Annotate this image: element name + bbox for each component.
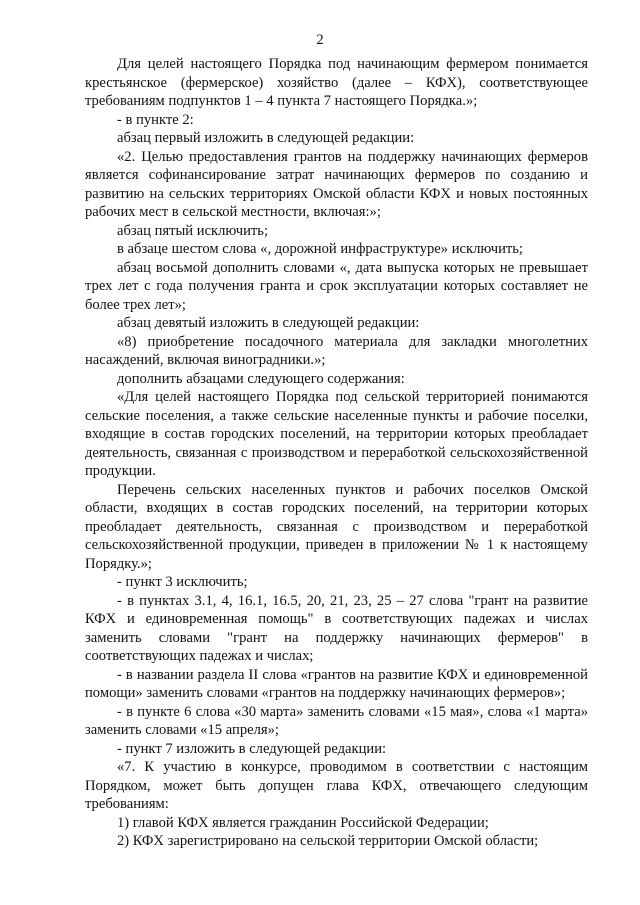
paragraph: абзац первый изложить в следующей редакции: — [117, 130, 415, 146]
paragraph: абзац пятый исключить; — [117, 222, 269, 239]
paragraph: - пункт 3 исключить; — [117, 574, 248, 590]
paragraph: «Для целей настоящего Порядка под сельской территорией понимаются сельские поселения, а также сельские населенные пункты и рабочие поселки, входящие в состав городских поселений, на территории которых преобладает деятельность, связанная с производством и переработкой сельскохозяйственной продукции. — [85, 389, 588, 479]
paragraph: - пункт 7 изложить в следующей редакции: — [117, 740, 387, 757]
paragraph: 2) КФХ зарегистрировано на сельской территории Омской области; — [117, 833, 539, 849]
paragraph: - в пунктах 3.1, 4, 16.1, 16.5, 20, 21, 23, 25 – 27 слова "грант на развитие КФХ и единовременная помощь" в соответствующих падежах и числах заменить словами "грант на поддержку начинающих фермеров" в соответствующих падежах и числах; — [85, 592, 588, 664]
document-body — [85, 55, 588, 851]
page-number: 2 — [316, 32, 324, 48]
paragraph: - в пункте 6 слова «30 марта» заменить словами «15 мая», слова «1 марта» заменить словами «15 апреля»; — [85, 703, 588, 738]
paragraph: - в названии раздела II слова «грантов на развитие КФХ и единовременной помощи» заменить словами «грантов на поддержку начинающих фермеров»; — [85, 666, 588, 701]
paragraph: 1) главой КФХ является гражданин Российской Федерации; — [117, 814, 489, 831]
paragraph: в абзаце шестом слова «, дорожной инфраструктуре» исключить; — [117, 241, 523, 257]
paragraph: «8) приобретение посадочного материала для закладки многолетних насаждений, включая виноградники.»; — [85, 333, 588, 368]
paragraph: «7. К участию в конкурсе, проводимом в соответствии с настоящим Порядком, может быть допущен глава КФХ, отвечающего следующим требованиям: — [85, 759, 588, 812]
paragraph: «2. Целью предоставления грантов на поддержку начинающих фермеров является софинансирование затрат начинающих фермеров по созданию и развитию на сельских территориях Омской области КФХ и новых постоянных рабочих мест в сельской местности, включая:»; — [85, 148, 588, 220]
paragraph: Для целей настоящего Порядка под начинающим фермером понимается крестьянское (фермерское) хозяйство (далее – КФХ), соответствующее требованиям подпунктов 1 – 4 пункта 7 настоящего Порядка.»; — [85, 56, 588, 109]
paragraph: дополнить абзацами следующего содержания: — [117, 370, 405, 387]
paragraph: - в пункте 2: — [117, 111, 194, 128]
paragraph: Перечень сельских населенных пунктов и рабочих поселков Омской области, входящих в состав городских поселений, на территории которых преобладает деятельность, связанная с производством и переработкой сельскохозяйственной продукции, приведен в приложении № 1 к настоящему Порядку.»; — [85, 481, 588, 572]
paragraph: абзац девятый изложить в следующей редакции: — [117, 315, 420, 331]
paragraph: абзац восьмой дополнить словами «, дата выпуска которых не превышает трех лет с года получения гранта и срок эксплуатации которых составляет не более трех лет»; — [85, 259, 588, 313]
